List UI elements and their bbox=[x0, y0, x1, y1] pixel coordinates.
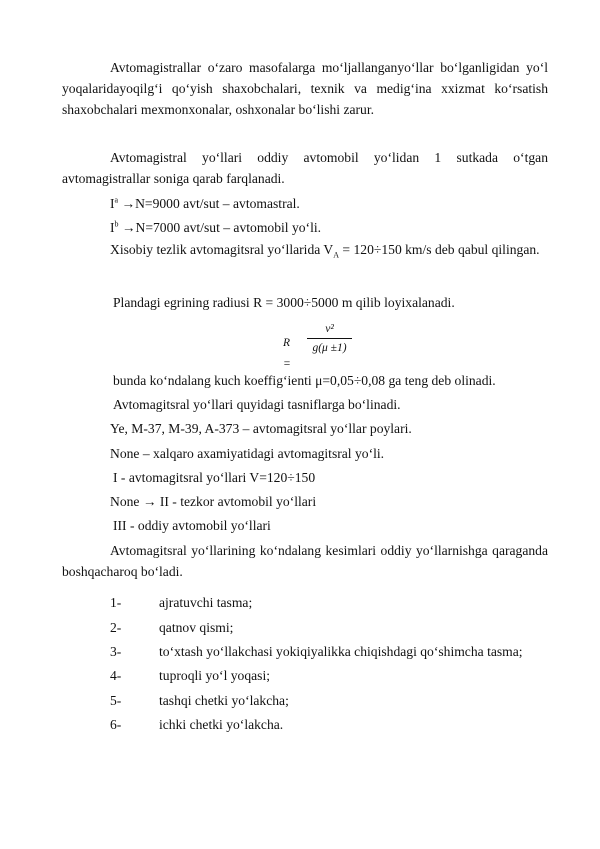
document-page: Avtomagistrallar o‘zaro masofalarga mo‘ljallanganyo‘llar bo‘lganligidan yo‘l yoqalaridayoqilg‘i qo‘yish shaxobchalari, texnik va medig‘ina xxizmat ko‘rsatish shaxobchalari mexmonxonalar, oshxonalar bo‘lishi zarur. Avtomagistral yo‘llari oddiy avtomobil yo‘lidan 1 sutkada o‘tgan avtomagistrallar soniga qarab farqlanadi. $I^a \to N=9000$ avt/sut – avtomastral. $I^b \to N=7000$ avt/sut – avtomobil yo‘li. Xisobiy tezlik avtomagitsral yo‘llarida $V_A = 120\div 150$ km/s deb qabul qilingan. Plandagi egrining radiusi R = 3000÷5000 m qilib loyixalanadi. R = v² g(μ ±1) bunda ko‘ndalang kuch koeffig‘ienti μ=0,05÷0,08 ga teng deb olinadi. Avtomagitsral yo‘llari quyidagi tasniflarga bo‘linadi. Ye, M-37, M-39, A-373 – avtomagitsral yo‘llar poylari. None – xalqaro axamiyatidagi avtomagitsral yo‘li. I - avtomagitsral yo‘llari V=120÷150 None → II - tezkor avtomobil yo‘llari III - oddiy avtomobil yo‘llari Avtomagitsral yo‘llarining ko‘ndalang kesimlari oddiy yo‘llarnishga qaraganda boshqacharoq bo‘ladi. 1- ajratuvchi tasma; 2- qatnov qismi; 3- to‘xtash yo‘llakchasi yokiqiyalikka chiqishdagi qo‘shimcha tasma; 4- tuproqli yo‘l yoqasi; 5- tashqi chetki yo‘lakcha; 6- ichki chetki yo‘lakcha. bbox=[0, 0, 600, 849]
classification-line: Avtomagitsral yo‘llari quyidagi tasniflarga bo‘linadi. bbox=[113, 397, 401, 412]
radius-line: Plandagi egrining radiusi R = 3000÷5000 m qilib loyixalanadi. bbox=[113, 295, 455, 310]
class-3-line: III - oddiy avtomobil yo‘llari bbox=[113, 518, 271, 533]
class-b-line: $I^b \to N=7000$ avt/sut – avtomobil yo‘li. bbox=[110, 219, 322, 235]
class-a-line: $I^a \to N=9000$ avt/sut – avtomastral. bbox=[110, 195, 300, 211]
formula-lhs: R = bbox=[283, 337, 291, 370]
paragraph-intro: Avtomagistrallar o‘zaro masofalarga mo‘ljallanganyo‘llar bo‘lganligidan yo‘l yoqalaridayoqilg‘i qo‘yish shaxobchalari, texnik va medig‘ina xxizmat ko‘rsatish shaxobchalari mexmonxonalar, oshxonalar bo‘lishi zarur. bbox=[62, 60, 548, 117]
formula-fraction bbox=[307, 322, 352, 355]
coefficient-line: bunda ko‘ndalang kuch koeffig‘ienti μ=0,05÷0,08 ga teng deb olinadi. bbox=[113, 373, 496, 388]
fraction-bar bbox=[307, 338, 352, 339]
formula-denominator: g(μ ±1) bbox=[312, 342, 347, 354]
international-line: None – xalqaro axamiyatidagi avtomagitsral yo‘li. bbox=[110, 446, 385, 461]
formula-numerator: v² bbox=[325, 323, 334, 335]
road-codes-line: Ye, M-37, M-39, A-373 – avtomagitsral yo‘llar poylari. bbox=[110, 421, 412, 436]
class-1-line: I - avtomagitsral yo‘llari V=120÷150 bbox=[113, 470, 316, 485]
class-2-line: None → II - tezkor avtomobil yo‘llari bbox=[110, 494, 317, 509]
paragraph-definition: Avtomagistral yo‘llari oddiy avtomobil yo‘lidan 1 sutkada o‘tgan avtomagistrallar soniga qarab farqlanadi. bbox=[62, 150, 548, 186]
paragraph-design-speed: Xisobiy tezlik avtomagitsral yo‘llarida $V_A = 120\div 150$ km/s deb qabul qilingan. bbox=[110, 242, 540, 260]
paragraph-cross-section: Avtomagitsral yo‘llarining ko‘ndalang kesimlari oddiy yo‘llarnishga qaraganda boshqacharoq bo‘ladi. bbox=[62, 543, 548, 579]
